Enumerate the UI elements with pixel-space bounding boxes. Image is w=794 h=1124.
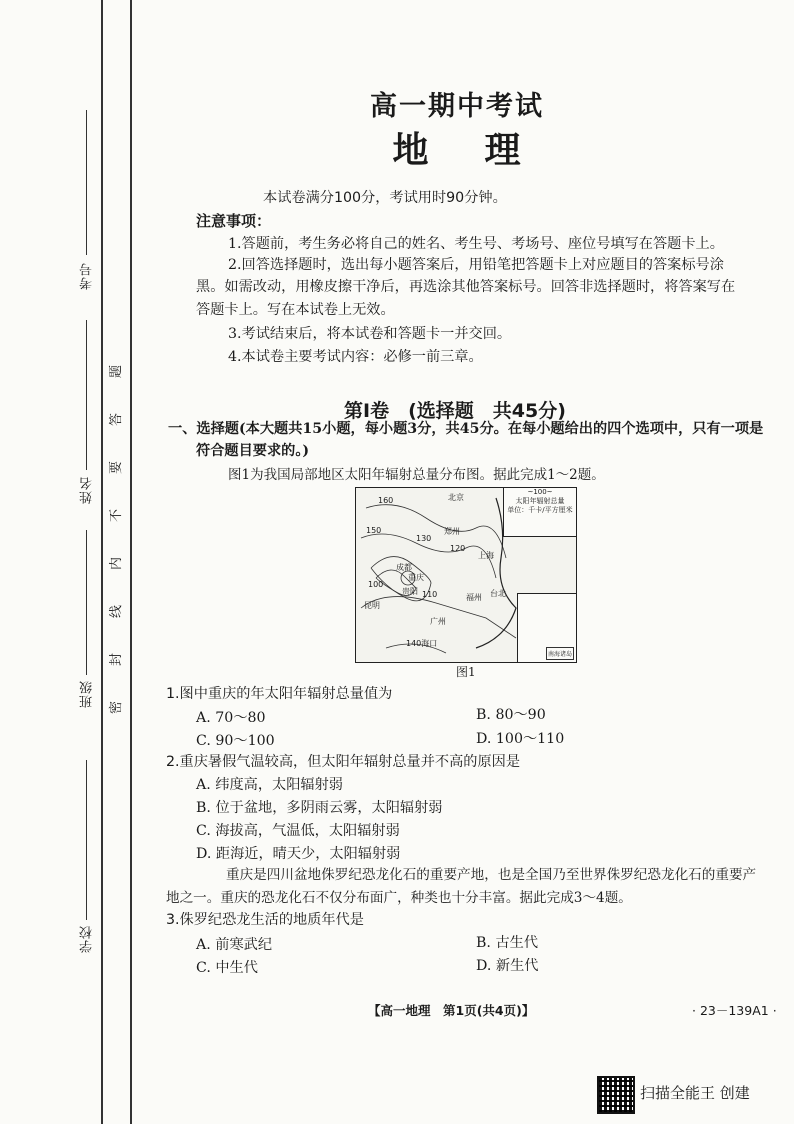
figure-intro: 图1为我国局部地区太阳年辐射总量分布图。据此完成1～2题。: [228, 467, 605, 483]
label-guangzhou: 广州: [430, 617, 446, 626]
seal-char-5: 内: [109, 556, 125, 571]
label-shanghai: 上海: [478, 551, 494, 560]
notice-line-6: 4.本试卷主要考试内容：必修一前三章。: [228, 349, 483, 365]
contour-160: 160: [378, 496, 394, 505]
q1-stem: 1.图中重庆的年太阳年辐射总量值为: [166, 686, 393, 702]
seal-char-1: 题: [109, 364, 125, 379]
exam-number-label: 考号: [80, 262, 95, 290]
q3-stem: 3.侏罗纪恐龙生活的地质年代是: [166, 912, 364, 928]
subject-title: 地理: [392, 129, 577, 171]
q3-option-a[interactable]: A. 前寒武纪: [196, 937, 273, 953]
notice-heading: 注意事项：: [196, 212, 272, 230]
contour-150: 150: [366, 526, 382, 535]
exam-info: 本试卷满分100分，考试用时90分钟。: [263, 190, 507, 206]
passage-line-1: 重庆是四川盆地侏罗纪恐龙化石的重要产地，也是全国乃至世界侏罗纪恐龙化石的重要产: [226, 867, 757, 883]
name-label: 姓名: [80, 476, 95, 504]
q3-option-d[interactable]: D. 新生代: [476, 958, 539, 974]
q1-option-d[interactable]: D. 100～110: [476, 731, 565, 747]
notice-line-3: 黑。如需改动，用橡皮擦干净后，再选涂其他答案标号。回答非选择题时，将答案写在: [196, 279, 736, 295]
label-chengdu: 成都: [396, 563, 412, 572]
seal-char-6: 线: [109, 604, 125, 619]
south-china-sea-inset: [517, 593, 576, 662]
contour-110: 110: [422, 590, 438, 599]
notice-line-5: 3.考试结束后，将本试卷和答题卡一并交回。: [228, 326, 512, 342]
q1-option-a[interactable]: A. 70～80: [196, 710, 266, 726]
q2-option-a[interactable]: A. 纬度高，太阳辐射弱: [196, 777, 343, 793]
contour-130: 130: [416, 534, 432, 543]
section-instruction-2: 符合题目要求的。): [196, 443, 310, 459]
section-instruction-1: 一、选择题(本大题共15小题，每小题3分，共45分。在每小题给出的四个选项中，只有一项是: [168, 421, 764, 437]
seal-char-7: 封: [109, 652, 125, 667]
map-legend: [503, 488, 576, 537]
q3-option-c[interactable]: C. 中生代: [196, 960, 258, 976]
label-zhengzhou: 郑州: [444, 527, 460, 536]
q2-option-c[interactable]: C. 海拔高，气温低，太阳辐射弱: [196, 823, 400, 839]
figure-caption: 图1: [456, 665, 476, 679]
paper-code: · 23－139A1 ·: [692, 1003, 777, 1018]
label-haikou: 140海口: [406, 639, 438, 648]
page-footer: 【高一地理 第1页(共4页)】: [368, 1003, 535, 1018]
q3-option-b[interactable]: B. 古生代: [476, 935, 539, 951]
q1-option-c[interactable]: C. 90～100: [196, 733, 275, 749]
label-guiyang: 贵阳: [402, 587, 418, 596]
class-label: 班级: [80, 680, 95, 708]
notice-line-4: 答题卡上。写在本试卷上无效。: [196, 302, 395, 318]
q2-option-d[interactable]: D. 距海近，晴天少，太阳辐射弱: [196, 846, 401, 862]
seal-char-4: 不: [109, 508, 125, 523]
label-fuzhou: 福州: [466, 593, 482, 602]
seal-char-2: 答: [109, 412, 125, 427]
q1-option-b[interactable]: B. 80～90: [476, 707, 546, 723]
scanner-watermark: 扫描全能王 创建: [640, 1084, 750, 1102]
legend-line-3: 单位：千卡/平方厘米: [507, 506, 573, 514]
label-taibei: 台北: [490, 589, 506, 598]
school-blank: [86, 760, 87, 920]
seal-char-3: 要: [109, 460, 125, 475]
label-chongqing: 重庆: [408, 573, 424, 582]
contour-120: 120: [450, 544, 466, 553]
school-label: 学校: [80, 925, 95, 953]
contour-100: 100: [368, 580, 384, 589]
inset-label: 南海诸岛: [546, 647, 574, 660]
legend-line-2: 太阳年辐射总量: [515, 497, 565, 505]
seal-char-8: 密: [109, 700, 125, 715]
q2-option-b[interactable]: B. 位于盆地，多阴雨云雾，太阳辐射弱: [196, 800, 443, 816]
q2-stem: 2.重庆暑假气温较高，但太阳年辐射总量并不高的原因是: [166, 754, 521, 770]
label-kunming: 昆明: [364, 601, 380, 610]
solar-radiation-map: [355, 487, 577, 663]
class-blank: [86, 530, 87, 675]
notice-line-2: 2.回答选择题时，选出每小题答案后，用铅笔把答题卡上对应题目的答案标号涂: [228, 257, 724, 273]
label-beijing: 北京: [448, 493, 464, 502]
exam-title: 高一期中考试: [370, 91, 544, 122]
name-blank: [86, 320, 87, 470]
qr-code-icon: [597, 1076, 635, 1114]
legend-line-1: ~100~: [527, 488, 553, 496]
passage-line-2: 地之一。重庆的恐龙化石不仅分布面广，种类也十分丰富。据此完成3～4题。: [166, 890, 632, 906]
notice-line-1: 1.答题前，考生务必将自己的姓名、考生号、考场号、座位号填写在答题卡上。: [228, 236, 724, 252]
section-title: 第Ⅰ卷 (选择题 共45分): [344, 400, 566, 422]
